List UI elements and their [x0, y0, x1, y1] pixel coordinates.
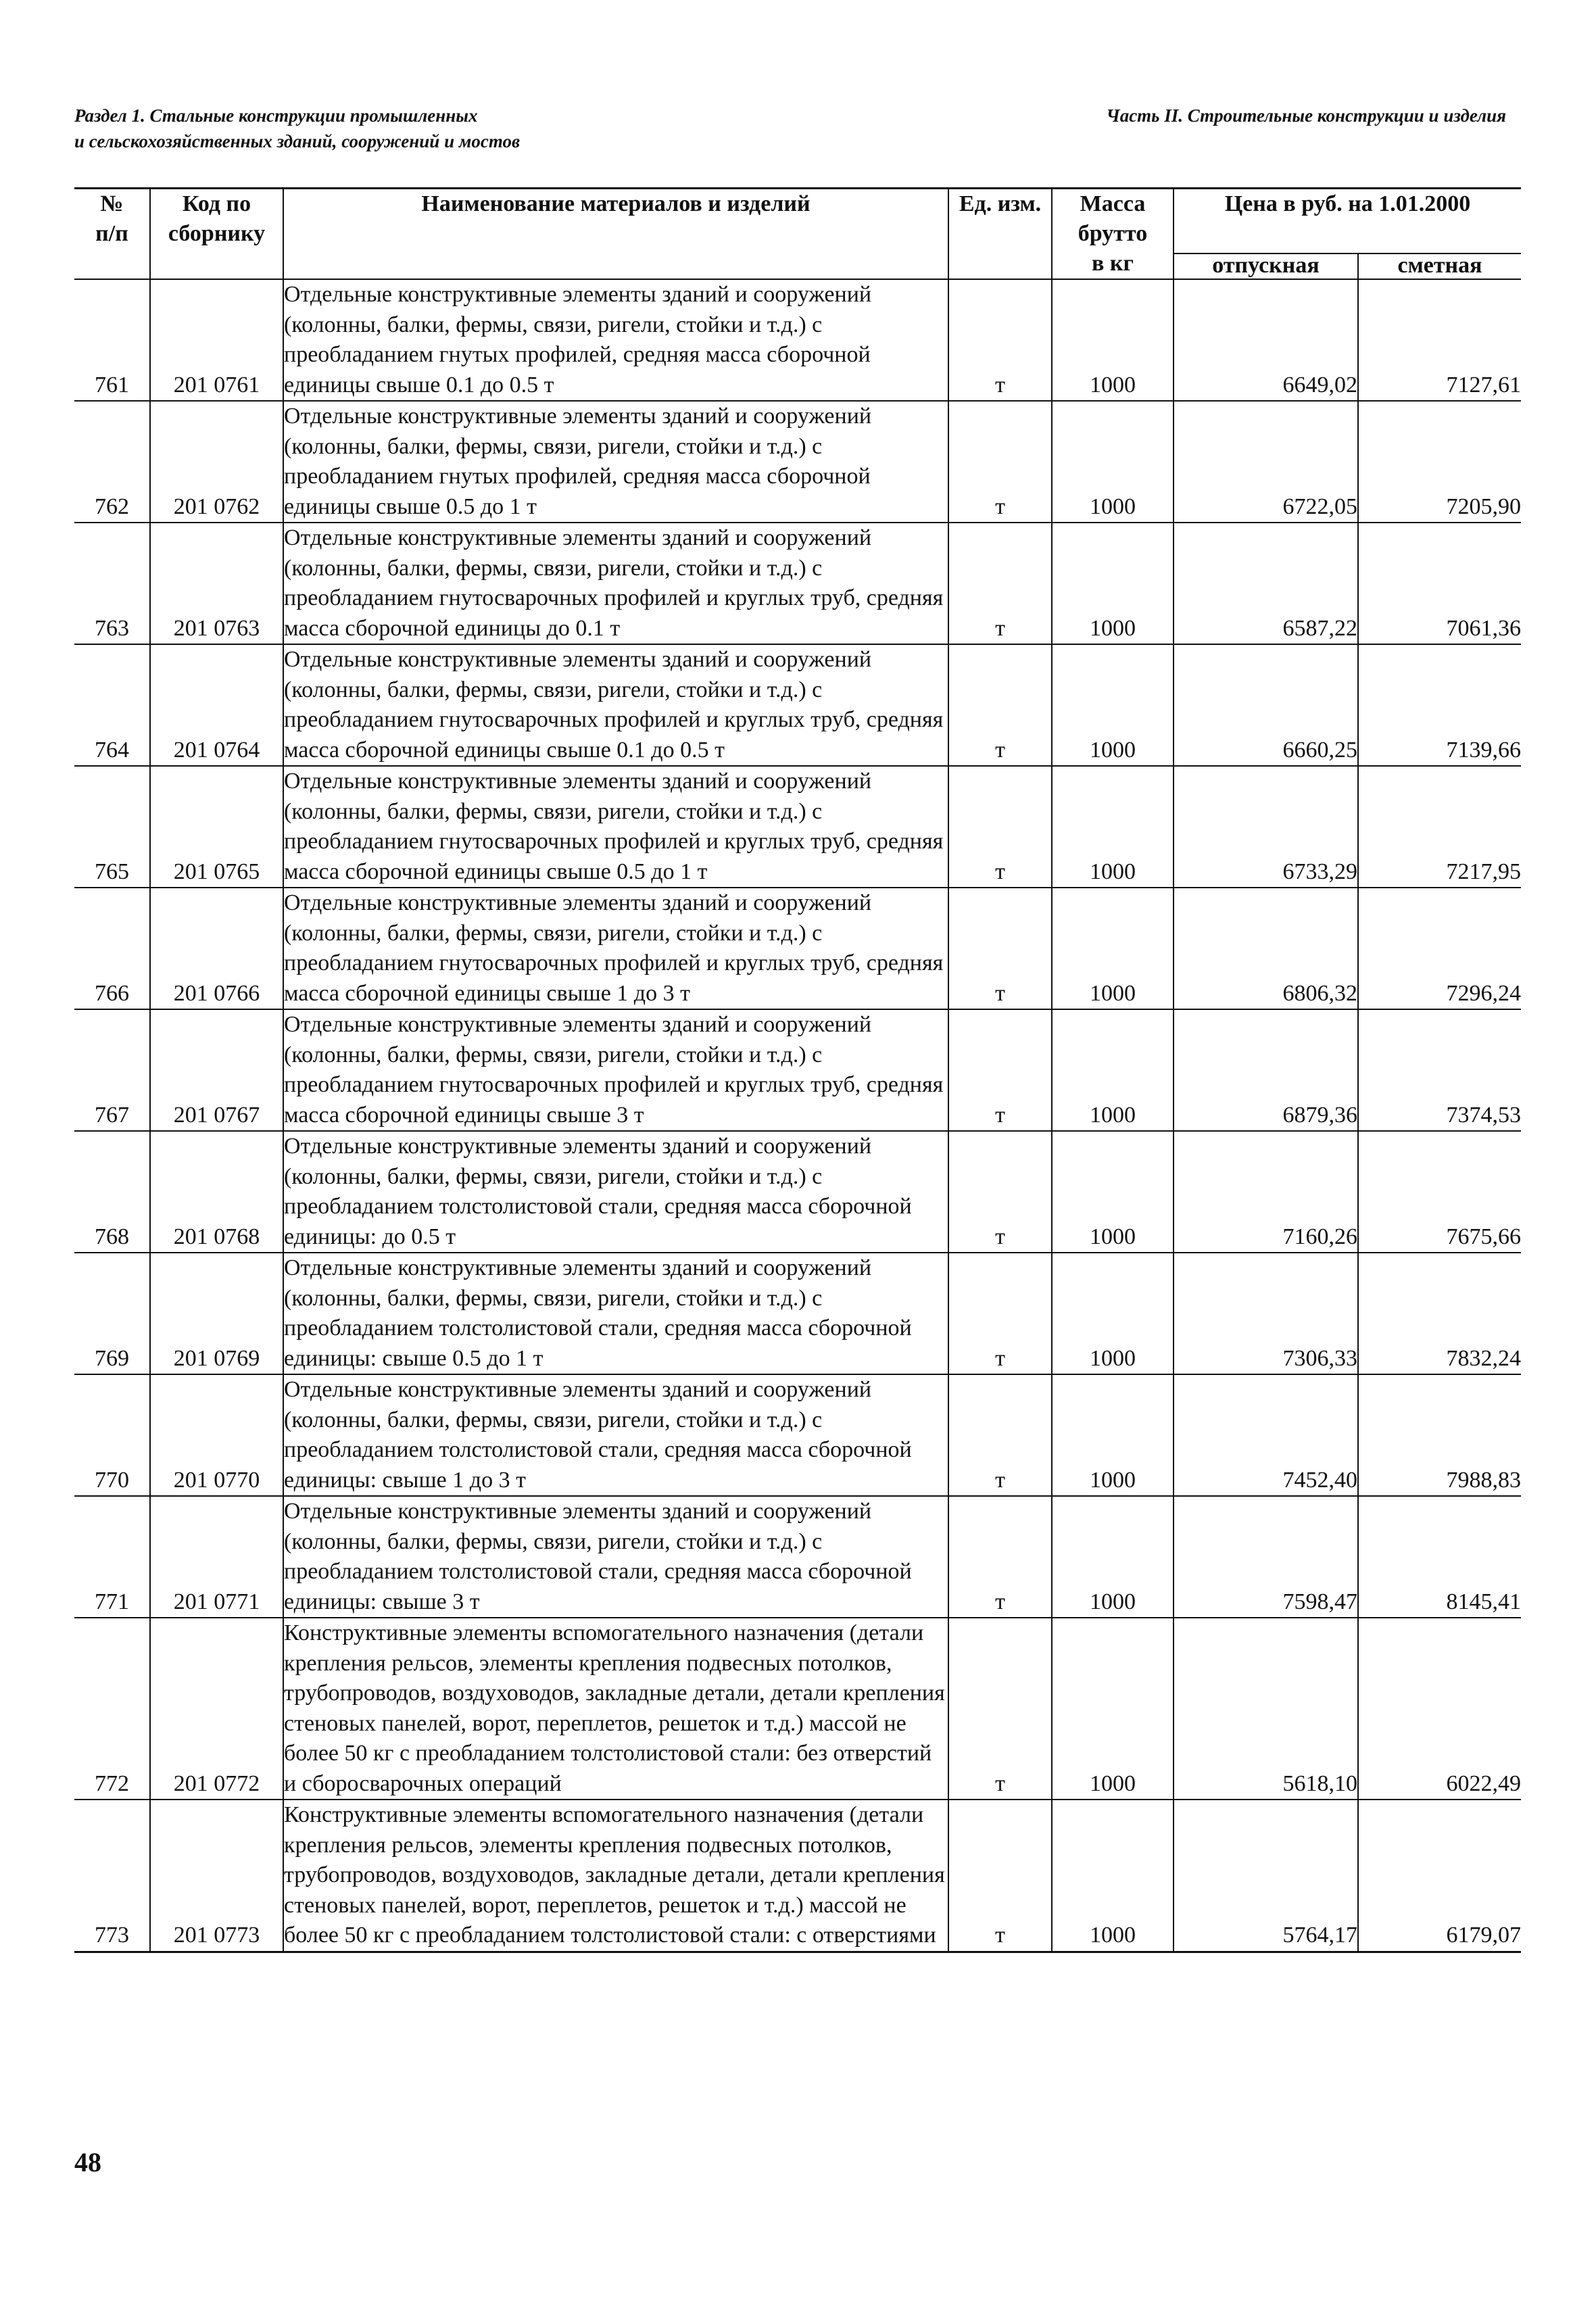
cell-estimate: 7296,24 — [1358, 888, 1521, 1009]
cell-num: 769 — [74, 1253, 150, 1374]
cell-estimate: 7988,83 — [1358, 1374, 1521, 1496]
cell-release: 7452,40 — [1174, 1374, 1358, 1496]
col-header-price-estimate: сметная — [1358, 254, 1521, 279]
cell-release: 6879,36 — [1174, 1009, 1358, 1131]
cell-num: 766 — [74, 888, 150, 1009]
cell-estimate: 7127,61 — [1358, 279, 1521, 401]
col-header-code: Код по сборнику — [150, 189, 283, 280]
cell-estimate: 6179,07 — [1358, 1800, 1521, 1952]
cell-unit: т — [948, 644, 1052, 766]
cell-code: 201 0763 — [150, 523, 283, 644]
table-row — [74, 1800, 1521, 1952]
cell-unit: т — [948, 888, 1052, 1009]
cell-code: 201 0762 — [150, 401, 283, 523]
table-row — [74, 1374, 1521, 1496]
cell-num: 767 — [74, 1009, 150, 1131]
part-header-text: Часть II. Строительные конструкции и изделия — [1106, 105, 1506, 126]
cell-mass: 1000 — [1052, 1496, 1174, 1618]
cell-estimate: 7832,24 — [1358, 1253, 1521, 1374]
col-header-name: Наименование материалов и изделий — [283, 189, 948, 280]
cell-release: 5618,10 — [1174, 1618, 1358, 1800]
page-number: 48 — [74, 2147, 101, 2177]
cell-name: Отдельные конструктивные элементы зданий и сооружений (колонны, балки, фермы, связи, ригели, стойки и т.д.) с преобладанием гнутых профилей, средняя масса сборочной единицы свыше 0.1 до 0.5 т — [283, 279, 948, 401]
cell-code: 201 0764 — [150, 644, 283, 766]
table-row — [74, 1618, 1521, 1800]
cell-mass: 1000 — [1052, 1800, 1174, 1952]
cell-unit: т — [948, 1374, 1052, 1496]
cell-num: 764 — [74, 644, 150, 766]
cell-num: 763 — [74, 523, 150, 644]
cell-mass: 1000 — [1052, 1131, 1174, 1253]
cell-code: 201 0770 — [150, 1374, 283, 1496]
cell-mass: 1000 — [1052, 766, 1174, 888]
cell-release: 7598,47 — [1174, 1496, 1358, 1618]
cell-release: 7306,33 — [1174, 1253, 1358, 1374]
cell-mass: 1000 — [1052, 1374, 1174, 1496]
col-header-price-release: отпускная — [1174, 254, 1358, 279]
cell-num: 761 — [74, 279, 150, 401]
cell-unit: т — [948, 279, 1052, 401]
cell-release: 6649,02 — [1174, 279, 1358, 401]
cell-release: 6806,32 — [1174, 888, 1358, 1009]
cell-num: 770 — [74, 1374, 150, 1496]
section-header-line1: Раздел 1. Стальные конструкции промышленных — [74, 105, 478, 126]
cell-unit: т — [948, 1009, 1052, 1131]
cell-estimate: 7061,36 — [1358, 523, 1521, 644]
cell-release: 6587,22 — [1174, 523, 1358, 644]
cell-name: Отдельные конструктивные элементы зданий и сооружений (колонны, балки, фермы, связи, ригели, стойки и т.д.) с преобладанием гнутосварочных профилей и круглых труб, средняя масса сборочной единицы свыше 0.5 до 1 т — [283, 766, 948, 888]
cell-name: Отдельные конструктивные элементы зданий и сооружений (колонны, балки, фермы, связи, ригели, стойки и т.д.) с преобладанием толстолистовой стали, средняя масса сборочной единицы: свыше 0.5 до 1 т — [283, 1253, 948, 1374]
cell-mass: 1000 — [1052, 1009, 1174, 1131]
cell-release: 6660,25 — [1174, 644, 1358, 766]
cell-unit: т — [948, 1253, 1052, 1374]
section-header-line2: и сельскохозяйственных зданий, сооружений и мостов — [74, 131, 521, 151]
cell-unit: т — [948, 401, 1052, 523]
cell-name: Конструктивные элементы вспомогательного назначения (детали крепления рельсов, элементы крепления подвесных потолков, трубопроводов, воздуховодов, закладные детали, детали крепления стеновых панелей, ворот, переплетов, решеток и т.д.) массой не более 50 кг с преобладанием толстолистовой стали: без отверстий и сборосварочных операций — [283, 1618, 948, 1800]
cell-name: Отдельные конструктивные элементы зданий и сооружений (колонны, балки, фермы, связи, ригели, стойки и т.д.) с преобладанием толстолистовой стали, средняя масса сборочной единицы: свыше 3 т — [283, 1496, 948, 1618]
cell-mass: 1000 — [1052, 1253, 1174, 1374]
table-row — [74, 644, 1521, 766]
table-row — [74, 1253, 1521, 1374]
cell-num: 771 — [74, 1496, 150, 1618]
cell-num: 768 — [74, 1131, 150, 1253]
cell-mass: 1000 — [1052, 1618, 1174, 1800]
cell-num: 773 — [74, 1800, 150, 1952]
cell-unit: т — [948, 1618, 1052, 1800]
cell-unit: т — [948, 766, 1052, 888]
col-header-mass: Масса брутто в кг — [1052, 189, 1174, 280]
cell-unit: т — [948, 1496, 1052, 1618]
cell-num: 762 — [74, 401, 150, 523]
cell-code: 201 0765 — [150, 766, 283, 888]
cell-num: 765 — [74, 766, 150, 888]
cell-code: 201 0768 — [150, 1131, 283, 1253]
table-row — [74, 401, 1521, 523]
cell-code: 201 0771 — [150, 1496, 283, 1618]
table-row — [74, 279, 1521, 401]
cell-code: 201 0769 — [150, 1253, 283, 1374]
cell-name: Отдельные конструктивные элементы зданий и сооружений (колонны, балки, фермы, связи, ригели, стойки и т.д.) с преобладанием гнутосварочных профилей и круглых труб, средняя масса сборочной единицы до 0.1 т — [283, 523, 948, 644]
col-header-price: Цена в руб. на 1.01.2000 — [1174, 189, 1521, 254]
cell-estimate: 7139,66 — [1358, 644, 1521, 766]
cell-estimate: 7205,90 — [1358, 401, 1521, 523]
cell-estimate: 7217,95 — [1358, 766, 1521, 888]
cell-release: 5764,17 — [1174, 1800, 1358, 1952]
cell-estimate: 7374,53 — [1358, 1009, 1521, 1131]
table-row — [74, 523, 1521, 644]
col-header-unit: Ед. изм. — [948, 189, 1052, 280]
table-row — [74, 1131, 1521, 1253]
cell-estimate: 8145,41 — [1358, 1496, 1521, 1618]
cell-estimate: 7675,66 — [1358, 1131, 1521, 1253]
cell-mass: 1000 — [1052, 523, 1174, 644]
part-header — [1107, 103, 1507, 128]
table-row — [74, 1009, 1521, 1131]
cell-name: Конструктивные элементы вспомогательного назначения (детали крепления рельсов, элементы крепления подвесных потолков, трубопроводов, воздуховодов, закладные детали, детали крепления стеновых панелей, ворот, переплетов, решеток и т.д.) массой не более 50 кг с преобладанием толстолистовой стали: с отверстиями — [283, 1800, 948, 1952]
cell-name: Отдельные конструктивные элементы зданий и сооружений (колонны, балки, фермы, связи, ригели, стойки и т.д.) с преобладанием гнутосварочных профилей и круглых труб, средняя масса сборочной единицы свыше 3 т — [283, 1009, 948, 1131]
cell-name: Отдельные конструктивные элементы зданий и сооружений (колонны, балки, фермы, связи, ригели, стойки и т.д.) с преобладанием толстолистовой стали, средняя масса сборочной единицы: до 0.5 т — [283, 1131, 948, 1253]
cell-code: 201 0773 — [150, 1800, 283, 1952]
section-header — [74, 103, 520, 154]
cell-unit: т — [948, 523, 1052, 644]
cell-release: 6733,29 — [1174, 766, 1358, 888]
cell-mass: 1000 — [1052, 279, 1174, 401]
table-row — [74, 1496, 1521, 1618]
price-table — [74, 187, 1521, 1953]
cell-unit: т — [948, 1800, 1052, 1952]
cell-name: Отдельные конструктивные элементы зданий и сооружений (колонны, балки, фермы, связи, ригели, стойки и т.д.) с преобладанием толстолистовой стали, средняя масса сборочной единицы: свыше 1 до 3 т — [283, 1374, 948, 1496]
col-header-num: № п/п — [74, 189, 150, 280]
cell-mass: 1000 — [1052, 644, 1174, 766]
cell-estimate: 6022,49 — [1358, 1618, 1521, 1800]
cell-name: Отдельные конструктивные элементы зданий и сооружений (колонны, балки, фермы, связи, ригели, стойки и т.д.) с преобладанием гнутосварочных профилей и круглых труб, средняя масса сборочной единицы свыше 0.1 до 0.5 т — [283, 644, 948, 766]
cell-name: Отдельные конструктивные элементы зданий и сооружений (колонны, балки, фермы, связи, ригели, стойки и т.д.) с преобладанием гнутосварочных профилей и круглых труб, средняя масса сборочной единицы свыше 1 до 3 т — [283, 888, 948, 1009]
cell-name: Отдельные конструктивные элементы зданий и сооружений (колонны, балки, фермы, связи, ригели, стойки и т.д.) с преобладанием гнутых профилей, средняя масса сборочной единицы свыше 0.5 до 1 т — [283, 401, 948, 523]
cell-mass: 1000 — [1052, 888, 1174, 1009]
cell-num: 772 — [74, 1618, 150, 1800]
cell-mass: 1000 — [1052, 401, 1174, 523]
cell-unit: т — [948, 1131, 1052, 1253]
cell-code: 201 0772 — [150, 1618, 283, 1800]
cell-release: 7160,26 — [1174, 1131, 1358, 1253]
table-row — [74, 766, 1521, 888]
cell-release: 6722,05 — [1174, 401, 1358, 523]
cell-code: 201 0761 — [150, 279, 283, 401]
cell-code: 201 0767 — [150, 1009, 283, 1131]
cell-code: 201 0766 — [150, 888, 283, 1009]
table-row — [74, 888, 1521, 1009]
